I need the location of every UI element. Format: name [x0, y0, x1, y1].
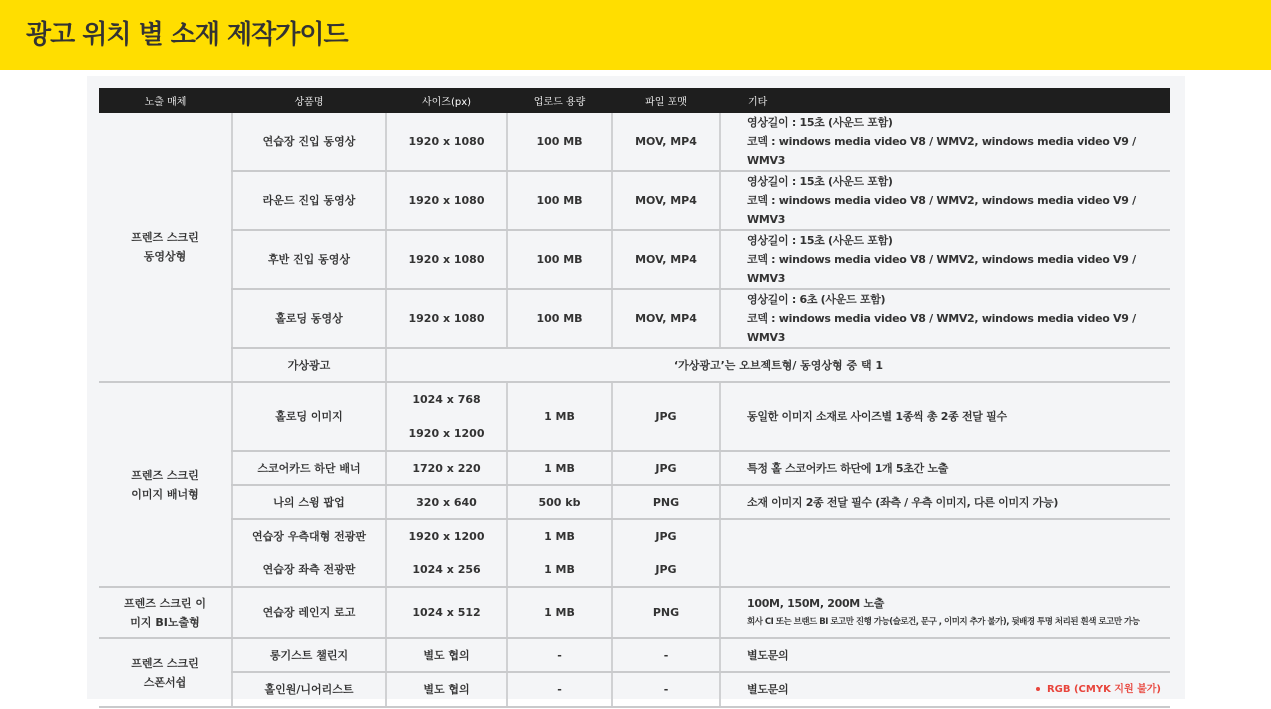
- capacity-cell: 100 MB: [507, 230, 612, 289]
- etc-line: 코덱 : windows media video V8 / WMV2, windows media video V9 / WMV3: [747, 312, 1136, 344]
- size-cell: 1024 x 512: [386, 587, 507, 638]
- etc-line: 코덱 : windows media video V8 / WMV2, windows media video V9 / WMV3: [747, 194, 1136, 226]
- col-header-product: 상품명: [232, 88, 386, 113]
- product-cell: 홀인원/니어리스트: [232, 672, 386, 707]
- col-header-media: 노출 매체: [99, 88, 232, 113]
- etc-cell: [720, 587, 1170, 638]
- media-label: 프렌즈 스크린 동영상형: [131, 231, 199, 263]
- product-cell: 연습장 우측대형 전광판: [232, 519, 386, 553]
- media-cell-video: [99, 113, 232, 382]
- table-row: [99, 587, 1170, 638]
- format-cell: -: [612, 638, 720, 672]
- capacity-cell: -: [507, 672, 612, 707]
- capacity-cell: 1 MB: [507, 587, 612, 638]
- table-row: [99, 171, 1170, 230]
- format-cell: PNG: [612, 485, 720, 519]
- media-cell-bi: [99, 587, 232, 638]
- size-cell: 별도 협의: [386, 672, 507, 707]
- format-cell: -: [612, 672, 720, 707]
- etc-cell: 특정 홀 스코어카드 하단에 1개 5초간 노출: [720, 451, 1170, 485]
- etc-cell: [720, 230, 1170, 289]
- table-row: [99, 289, 1170, 348]
- product-cell: 가상광고: [232, 348, 386, 382]
- product-cell: 후반 진입 동영상: [232, 230, 386, 289]
- etc-line: 100M, 150M, 200M 노출: [747, 596, 885, 610]
- capacity-cell: 100 MB: [507, 171, 612, 230]
- page-header: [0, 0, 1271, 70]
- capacity-cell: 100 MB: [507, 289, 612, 348]
- size-cell: 1920 x 1200: [386, 519, 507, 553]
- etc-cell: [720, 113, 1170, 171]
- format-cell: PNG: [612, 587, 720, 638]
- etc-cell: 별도문의: [720, 638, 1170, 672]
- format-cell: MOV, MP4: [612, 171, 720, 230]
- product-cell: 홀로딩 이미지: [232, 382, 386, 451]
- product-cell: 롱기스트 챌린지: [232, 638, 386, 672]
- product-cell: 연습장 레인지 로고: [232, 587, 386, 638]
- bullet-icon: [1036, 687, 1040, 691]
- etc-line: 영상길이 : 15초 (사운드 포함): [747, 234, 893, 247]
- size-cell: 1920 x 1080: [386, 230, 507, 289]
- media-cell-banner: [99, 382, 232, 587]
- product-cell: 연습장 진입 동영상: [232, 113, 386, 171]
- capacity-cell: -: [507, 638, 612, 672]
- capacity-cell: 500 kb: [507, 485, 612, 519]
- merged-cell: ‘가상광고’는 오브젝트형/ 동영상형 중 택 1: [386, 348, 1170, 382]
- capacity-cell: 1 MB: [507, 553, 612, 587]
- product-cell: 나의 스윙 팝업: [232, 485, 386, 519]
- size-cell: 1920 x 1080: [386, 289, 507, 348]
- product-cell: 라운드 진입 동영상: [232, 171, 386, 230]
- product-cell: 홀로딩 동영상: [232, 289, 386, 348]
- format-cell: JPG: [612, 382, 720, 451]
- table-row: [99, 638, 1170, 672]
- media-cell-sponsor: [99, 638, 232, 707]
- size-line: 1024 x 768: [412, 393, 481, 406]
- table-row: [99, 485, 1170, 519]
- etc-line: 영상길이 : 6초 (사운드 포함): [747, 293, 886, 306]
- footnote: [1036, 680, 1161, 695]
- format-cell: JPG: [612, 451, 720, 485]
- media-label: 프렌즈 스크린 이미지 배너형: [131, 468, 199, 501]
- table-row: [99, 230, 1170, 289]
- etc-line: 영상길이 : 15초 (사운드 포함): [747, 175, 893, 188]
- table-row: [99, 519, 1170, 553]
- table-row: [99, 113, 1170, 171]
- etc-cell: 동일한 이미지 소재로 사이즈별 1종씩 총 2종 전달 필수: [720, 382, 1170, 451]
- page-title: 광고 위치 별 소재 제작가이드: [26, 20, 348, 50]
- media-label: 프렌즈 스크린 이미지 BI노출형: [123, 596, 207, 629]
- capacity-cell: 100 MB: [507, 113, 612, 171]
- size-spacer: [391, 408, 502, 425]
- table-row: [99, 451, 1170, 485]
- product-cell: 스코어카드 하단 배너: [232, 451, 386, 485]
- etc-line: 영상길이 : 15초 (사운드 포함): [747, 116, 893, 129]
- capacity-cell: 1 MB: [507, 519, 612, 553]
- col-header-format: 파일 포맷: [612, 88, 720, 113]
- col-header-capacity: 업로드 용량: [507, 88, 612, 113]
- etc-cell: [720, 171, 1170, 230]
- etc-cell: 소재 이미지 2종 전달 필수 (좌측 / 우측 이미지, 다른 이미지 가능): [720, 485, 1170, 519]
- format-cell: MOV, MP4: [612, 230, 720, 289]
- capacity-cell: 1 MB: [507, 451, 612, 485]
- table-row: [99, 348, 1170, 382]
- guide-table: [99, 88, 1170, 708]
- etc-line: 코덱 : windows media video V8 / WMV2, windows media video V9 / WMV3: [747, 135, 1136, 167]
- size-cell: 1920 x 1080: [386, 171, 507, 230]
- col-header-etc: 기타: [720, 88, 1170, 113]
- format-cell: MOV, MP4: [612, 289, 720, 348]
- size-line: 1920 x 1200: [408, 427, 485, 440]
- etc-line: 코덱 : windows media video V8 / WMV2, windows media video V9 / WMV3: [747, 253, 1136, 285]
- capacity-cell: 1 MB: [507, 382, 612, 451]
- size-cell: 1024 x 256: [386, 553, 507, 587]
- table-header-row: [99, 88, 1170, 113]
- etc-line-small: 회사 CI 또는 브랜드 BI 로고만 진행 가능(슬로건, 문구 , 이미지 추가 불가), 뒷배경 투명 처리된 흰색 로고만 가능: [747, 616, 1140, 627]
- format-cell: MOV, MP4: [612, 113, 720, 171]
- size-cell: [386, 382, 507, 451]
- size-cell: 1720 x 220: [386, 451, 507, 485]
- etc-cell-empty: [720, 519, 1170, 587]
- footnote-text: RGB (CMYK 지원 불가): [1046, 684, 1161, 695]
- product-cell: 연습장 좌측 전광판: [232, 553, 386, 587]
- size-cell: 별도 협의: [386, 638, 507, 672]
- table-row: [99, 672, 1170, 707]
- format-cell: JPG: [612, 519, 720, 553]
- size-cell: 320 x 640: [386, 485, 507, 519]
- media-label: 프렌즈 스크린 스폰서쉽: [131, 656, 199, 689]
- etc-cell: 별도문의: [720, 672, 1170, 707]
- etc-cell: [720, 289, 1170, 348]
- format-cell: JPG: [612, 553, 720, 587]
- table-row: [99, 382, 1170, 451]
- col-header-size: 사이즈(px): [386, 88, 507, 113]
- guide-panel: [87, 76, 1185, 699]
- size-cell: 1920 x 1080: [386, 113, 507, 171]
